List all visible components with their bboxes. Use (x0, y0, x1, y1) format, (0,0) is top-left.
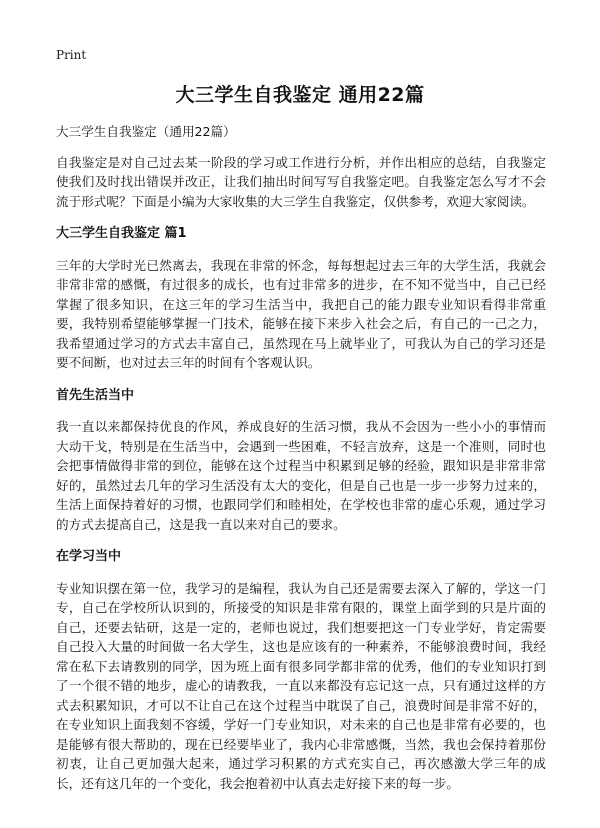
document-body (56, 122, 546, 806)
intro-paragraph: 自我鉴定是对自己过去某一阶段的学习或工作进行分析，并作出相应的总结，自我鉴定使我们及时找出错误并改正，让我们抽出时间写写自我鉴定吧。自我鉴定怎么写才不会流于形式呢？下面是小编为大家收集的大三学生自我鉴定，仅供参考，欢迎大家阅读。 (56, 154, 546, 209)
section-paragraph-1: 三年的大学时光已然离去，我现在非常的怀念，每每想起过去三年的大学生活，我就会非常非常的感慨，有过很多的成长，也有过非常多的进步，在不知不觉当中，自己已经掌握了很多知识，在这三年的学习生活当中，我把自己的能力跟专业知识看得非常重要，我特别希望能够掌握一门技术，能够在接下来步入社会之后，有自己的一己之力，我希望通过学习的方式去丰富自己，虽然现在马上就毕业了，可我认为自己的学习还是要不间断，也对过去三年的时间有个客观认识。 (56, 257, 546, 370)
section-paragraph-study: 专业知识摆在第一位，我学习的是编程，我认为自己还是需要去深入了解的，学这一门专，自己在学校所认识到的，所接受的知识是非常有限的，课堂上面学到的只是片面的自己，还要去钻研，这是一定的，老师也说过，我们想要把这一门专业学好，肯定需要自己投入大量的时间做一名大学生，这也是应该有的一种素养，不能够浪费时间，我经常在私下去请教别的同学，因为班上面有很多同学都非常的优秀，他们的专业知识打到了一个很不错的地步，虚心的请教我，一直以来都没有忘记这一点，只有通过这样的方式去积累知识，才可以不让自己在这个过程当中耽误了自己，浪费时间是非常不好的，在专业知识上面我刻不容缓，学好一门专业知识，对未来的自己也是非常有必要的，也是能够有很大帮助的，现在已经要毕业了，我内心非常感慨，当然，我也会保持着那份初衷，让自己更加强大起来，通过学习积累的方式充实自己，再次感激大学三年的成长，还有这几年的一个变化，我会抱着初中认真去走好接下来的每一步。 (56, 580, 546, 791)
section-heading-life: 首先生活当中 (56, 387, 135, 403)
print-link[interactable]: Print (56, 48, 87, 62)
section-paragraph-life: 我一直以来都保持优良的作风，养成良好的生活习惯，我从不会因为一些小小的事情而大动干戈，特别是在生活当中，会遇到一些困难，不轻言放弃，这是一个准则，同时也会把事情做得非常的到位，能够在这个过程当中积累到足够的经验，跟知识是非常非常好的，虽然过去几年的学习生活没有太大的变化，但是自己也是一步一步努力过来的，生活上面保持着好的习惯，也跟同学们和睦相处，在学校也非常的虚心乐观，通过学习的方式去提高自己，这是我一直以来对自己的要求。 (56, 419, 546, 532)
page-title: 大三学生自我鉴定 通用22篇 (175, 84, 425, 106)
section-heading-study: 在学习当中 (56, 549, 122, 564)
document-subtitle: 大三学生自我鉴定（通用22篇） (56, 124, 236, 139)
section-heading-1: 大三学生自我鉴定 篇1 (56, 226, 187, 241)
